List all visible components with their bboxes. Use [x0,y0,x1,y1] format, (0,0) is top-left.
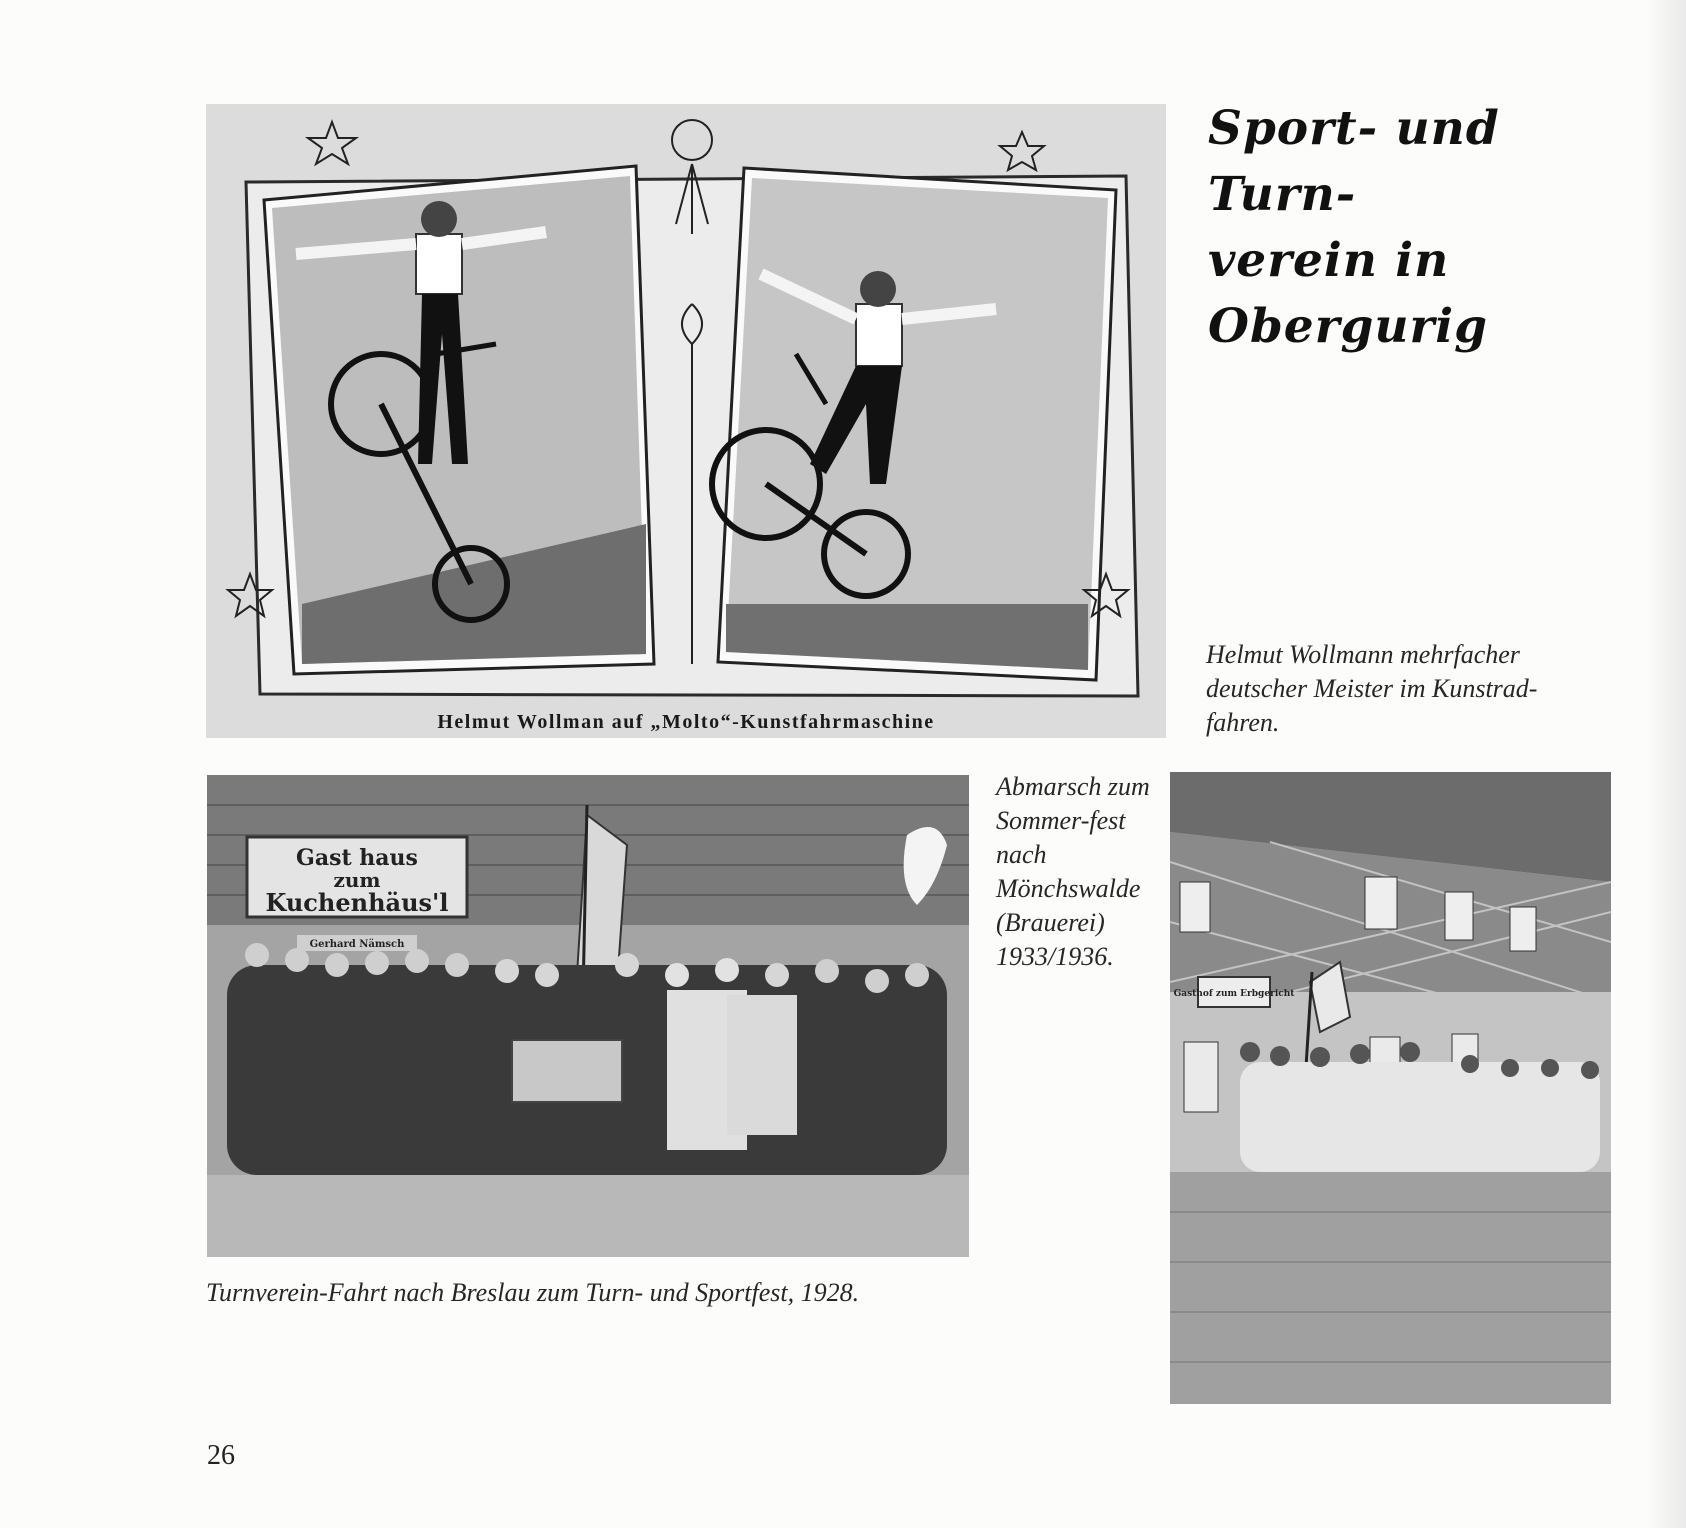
title-line-1: Sport- und Turn- [1208,101,1500,222]
inn-small-sign: Gerhard Nämsch [309,939,405,950]
cyclist-postcard-drawing [206,104,1166,738]
parade-photo-drawing [1170,772,1611,1404]
caption-turnverein: Turnverein-Fahrt nach Breslau zum Turn- und Sportfest, 1928. [206,1278,860,1307]
parade-photo-gasthof [1170,772,1611,1404]
page-spine-shadow [1646,0,1686,1528]
caption-wollmann: Helmut Wollmann mehrfacher deutscher Meister im Kunstrad-fahren. [1206,640,1538,737]
title-line-2: verein in Obergurig [1208,233,1488,354]
cyclist-inset-caption: Helmut Wollman auf „Molto“-Kunstfahrmaschine [437,711,935,733]
caption-abmarsch: Abmarsch zum Sommer-fest nach Mönchswalde (Brauerei) 1933/1936. [996,772,1150,971]
gasthof-sign: Gasthof zum Erbgericht [1173,989,1295,999]
inn-sign-line-2: zum [333,868,381,892]
inn-sign-line-1: Gast haus [296,845,418,871]
group-photo-gasthaus [207,775,969,1257]
page-number: 26 [207,1440,235,1471]
page-title [1208,96,1628,360]
group-photo-drawing [207,775,969,1257]
cyclist-postcard-photo [206,104,1166,738]
inn-sign-line-3: Kuchenhäus'l [265,888,449,917]
